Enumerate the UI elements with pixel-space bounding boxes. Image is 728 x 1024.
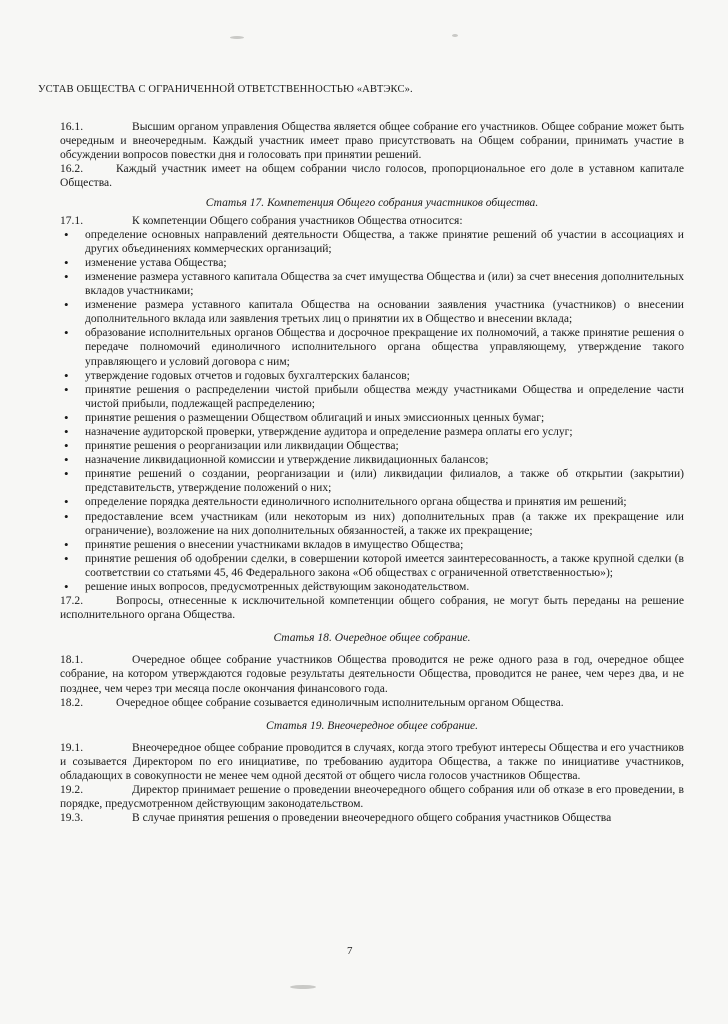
paragraph-number: 19.2. [60,784,84,797]
list-item: • определение основных направлений деятельности Общества, а также принятие решений об участии в ассоциациях и других объединениях коммерческих организаций; [60,228,684,256]
list-item: • предоставление всем участникам (или некоторым из них) дополнительных прав (а также их прекращение или ограничение), возложение на них дополнительных обязанностей, а также их прекращение; [60,510,684,538]
list-item: • принятие решения о распределении чистой прибыли общества между участниками Общества и определение части чистой прибыли, подлежащей распределению; [60,383,684,411]
document-body [60,120,684,825]
paragraph-number: 17.2. [60,595,84,608]
list-item: • определение порядка деятельности единоличного исполнительного органа общества и принятия им решений; [60,495,684,509]
list-item: • назначение аудиторской проверки, утверждение аудитора и определение размера оплаты его услуг; [60,425,684,439]
list-item: • изменение устава Общества; [60,256,684,270]
paragraph-text: В случае принятия решения о проведении внеочередного общего собрания участников Общества [132,812,612,825]
list-item: • принятие решения о реорганизации или ликвидации Общества; [60,439,684,453]
list-item: • образование исполнительных органов Общества и досрочное прекращение их полномочий, а также принятие решения о передаче полномочий единоличного исполнительного органа общества управляющему, утверждение такого управляющего и условий договора с ним; [60,326,684,368]
paragraph-17-1 [60,214,684,228]
paragraph-text: Очередное общее собрание участников Общества проводится не реже одного раза в год, очередное общее собрание, на котором утверждаются годовые результаты деятельности Общества, проводится не ранее, чем через два, и не позднее, чем через три месяца после окончания финансового года. [60,654,684,695]
paragraph-19-3 [60,811,684,825]
list-item: • принятие решения о размещении Обществом облигаций и иных эмиссионных ценных бумаг; [60,411,684,425]
paragraph-16-2 [60,162,684,190]
list-item: • изменение размера уставного капитала Общества за счет имущества Общества и (или) за счет внесения дополнительных вкладов участниками; [60,270,684,298]
article-19-title: Статья 19. Внеочередное общее собрание. [265,719,478,732]
list-item: • принятие решения о внесении участниками вкладов в имущество Общества; [60,538,684,552]
paragraph-number: 18.1. [60,654,84,667]
list-item: • изменение размера уставного капитала Общества на основании заявления участника (участников) о внесении дополнительного вклада или заявления третьих лиц о принятии их в Общество и внесении вклада; [60,298,684,326]
paragraph-number: 19.3. [60,812,84,825]
article-18-title: Статья 18. Очередное общее собрание. [273,632,471,645]
competence-list [60,228,684,594]
paragraph-18-2 [60,696,684,710]
paragraph-text: Внеочередное общее собрание проводится в случаях, когда этого требуют интересы Общества и его участников и созывается Директором по его инициативе, по требованию аудитора Общества, а также по инициативе участников, обладающих в совокупности не менее чем одной десятой от общего числа голосов участников Общества. [60,741,684,783]
paragraph-text: Директор принимает решение о проведении внеочередного общего собрания или об отказе в его проведении, в порядке, предусмотренном действующим законодательством. [60,784,684,811]
list-item: • решение иных вопросов, предусмотренных действующим законодательством. [60,580,684,594]
paragraph-text: Очередное общее собрание созывается единоличным исполнительным органом Общества. [116,696,564,709]
paragraph-19-1 [60,741,684,783]
paragraph-text: Вопросы, отнесенные к исключительной компетенции общего собрания, не могут быть переданы на решение исполнительного органа Общества. [60,595,684,622]
paragraph-text: Высшим органом управления Общества является общее собрание его участников. Общее собрание может быть очередным и внеочередным. Каждый участник имеет право присутствовать на Общем собрании, принимать участие в обсуждении вопросов повестки дня и голосовать при принятии решений. [60,121,684,162]
paragraph-19-2 [60,783,684,811]
list-item: • назначение ликвидационной комиссии и утверждение ликвидационных балансов; [60,453,684,467]
paragraph-number: 19.1. [60,741,84,754]
paragraph-17-2 [60,594,684,622]
paragraph-number: 16.2. [60,163,84,176]
scan-speck [230,36,244,39]
paragraph-number: 16.1. [60,121,84,133]
paragraph-text: К компетенции Общего собрания участников Общества относится: [132,214,463,227]
scan-speck [452,34,458,37]
list-item: • принятие решений о создании, реорганизации и (или) ликвидации филиалов, а также об открытии (закрытии) представительств, утверждение положений о них; [60,467,684,495]
article-17-title: Статья 17. Компетенция Общего собрания участников общества. [205,197,539,210]
paragraph-18-1 [60,653,684,695]
paragraph-number: 18.2. [60,696,84,709]
list-item: • принятие решения об одобрении сделки, в совершении которой имеется заинтересованность, а также крупной сделки (в соответствии со статьями 45, 46 Федерального закона «Об обществах с ограниченной ответственностью»); [60,552,684,580]
page-number: 7 [347,945,353,957]
list-item: • утверждение годовых отчетов и годовых бухгалтерских балансов; [60,369,684,383]
scan-speck [290,985,316,989]
document-header: УСТАВ ОБЩЕСТВА С ОГРАНИЧЕННОЙ ОТВЕТСТВЕННОСТЬЮ «АВТЭКС». [38,84,413,95]
paragraph-text: Каждый участник имеет на общем собрании число голосов, пропорциональное его доле в уставном капитале Общества. [60,163,684,190]
paragraph-16-1 [60,120,684,162]
paragraph-number: 17.1. [60,214,84,227]
